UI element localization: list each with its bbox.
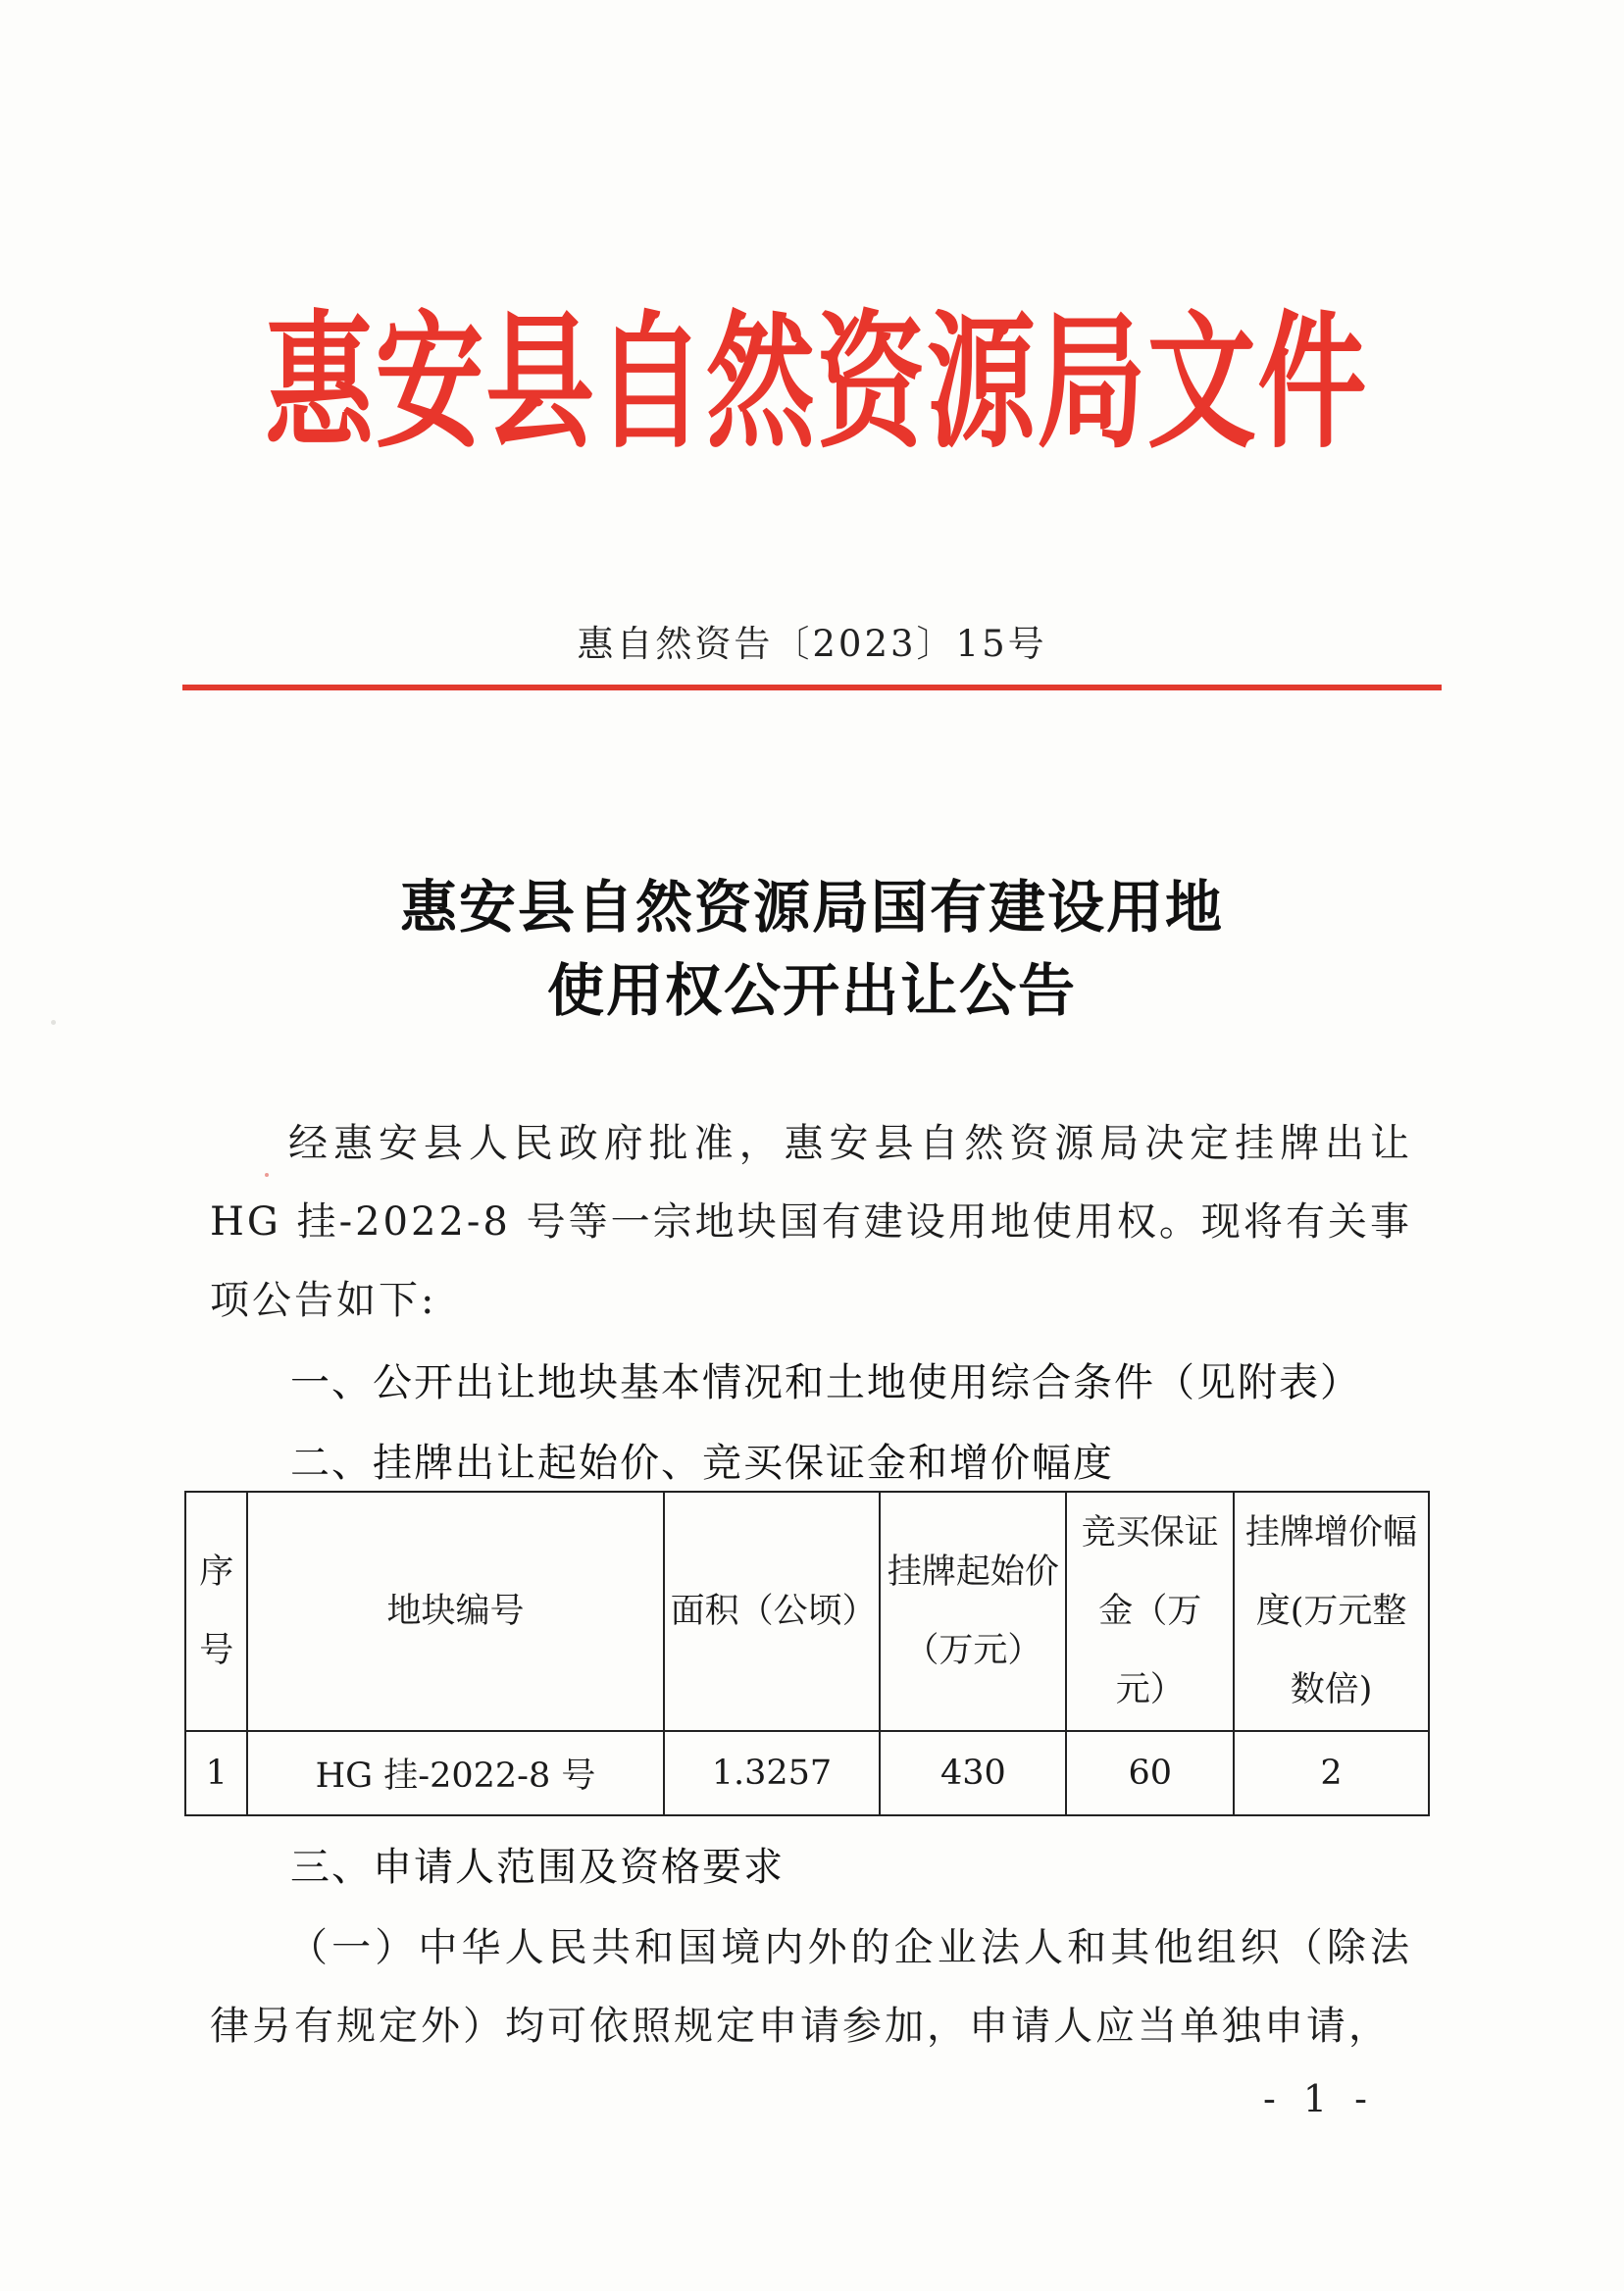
intro-paragraph: 经惠安县人民政府批准，惠安县自然资源局决定挂牌出让 HG 挂-2022-8 号等一宗地块国有建设用地使用权。现将有关事项公告如下:: [210, 1121, 1412, 1323]
header-increment: 挂牌增价幅度(万元整数倍): [1234, 1492, 1429, 1731]
table-header-row: [185, 1492, 1429, 1731]
header-seq: 序号: [185, 1492, 247, 1731]
red-separator-line: [182, 685, 1442, 690]
cell-deposit: 60: [1066, 1731, 1234, 1815]
scan-speck: [51, 1020, 56, 1025]
scan-speck: [265, 1173, 269, 1177]
cell-parcel: HG 挂-2022-8 号: [247, 1731, 663, 1815]
cell-start-price: 430: [880, 1731, 1066, 1815]
document-number: 惠自然资告〔2023〕15号: [577, 623, 1047, 665]
notice-title-line-2: 使用权公开出让公告: [546, 957, 1077, 1024]
header-parcel: 地块编号: [247, 1492, 663, 1731]
cell-increment: 2: [1234, 1731, 1429, 1815]
header-area: 面积（公顷）: [664, 1492, 881, 1731]
section-3-paragraph: （一）中华人民共和国境内外的企业法人和其他组织（除法律另有规定外）均可依照规定申请参加，申请人应当单独申请，: [210, 1925, 1412, 2049]
header-deposit: 竞买保证金（万元）: [1066, 1492, 1234, 1731]
cell-area: 1.3257: [664, 1731, 881, 1815]
notice-title-line-1: 惠安县自然资源局国有建设用地: [399, 874, 1224, 941]
header-start-price: 挂牌起始价（万元）: [880, 1492, 1066, 1731]
bid-table: [184, 1491, 1430, 1816]
section-1-heading: 一、公开出让地块基本情况和土地使用综合条件（见附表）: [290, 1360, 1361, 1405]
table-row: [185, 1731, 1429, 1815]
cell-seq: 1: [185, 1731, 247, 1815]
section-2-heading: 二、挂牌出让起始价、竞买保证金和增价幅度: [290, 1441, 1114, 1486]
section-3-heading: 三、申请人范围及资格要求: [290, 1845, 785, 1890]
document-header-title: 惠安县自然资源局文件: [265, 296, 1368, 469]
page-number: - 1 -: [1263, 2077, 1376, 2120]
